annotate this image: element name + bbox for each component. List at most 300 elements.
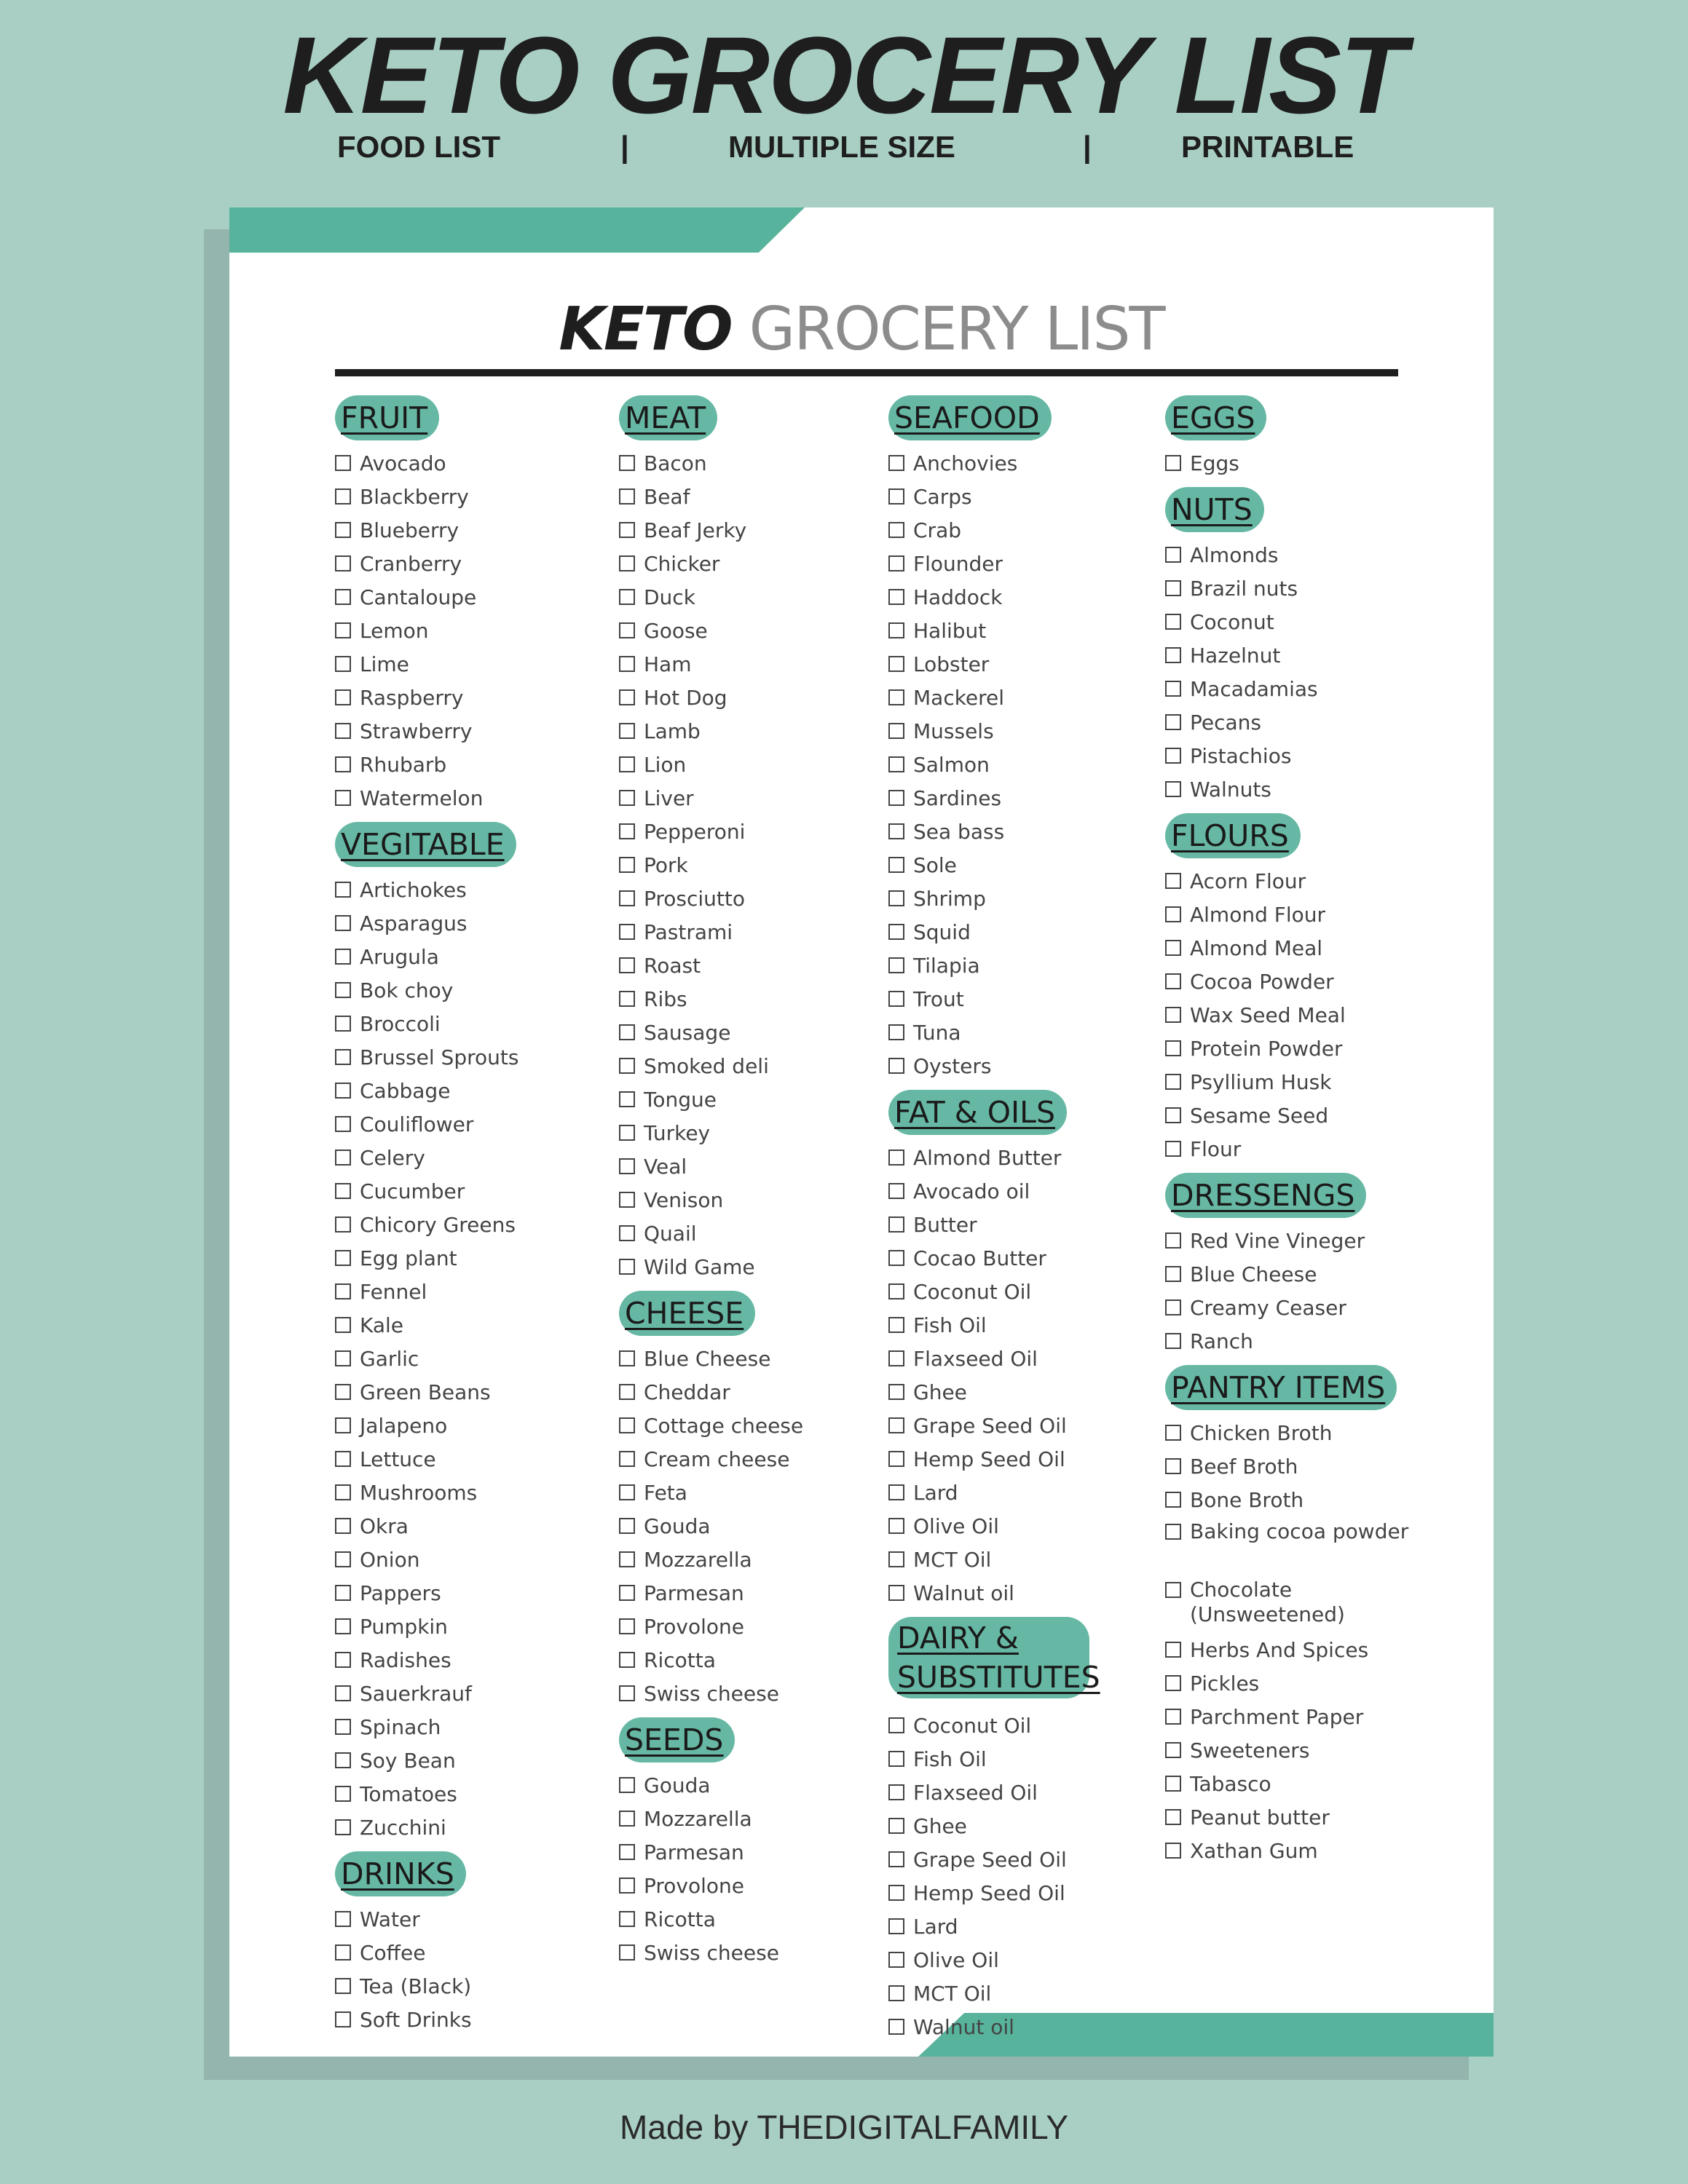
checkbox[interactable] xyxy=(888,1484,904,1500)
checkbox[interactable] xyxy=(335,1719,351,1735)
checkbox[interactable] xyxy=(335,1518,351,1534)
checkbox[interactable] xyxy=(1165,1675,1181,1691)
tag-separator: | xyxy=(1083,130,1092,164)
list-item xyxy=(1165,1483,1442,1516)
checkbox[interactable] xyxy=(888,1784,904,1800)
checkbox[interactable] xyxy=(619,622,635,638)
category-header xyxy=(1165,813,1442,858)
list-item xyxy=(888,681,1165,714)
checkbox[interactable] xyxy=(619,555,635,571)
checkbox[interactable] xyxy=(335,1786,351,1802)
checkbox[interactable] xyxy=(335,689,351,705)
checkbox[interactable] xyxy=(888,1451,904,1467)
item-label: Cottage cheese xyxy=(644,1413,804,1438)
item-label: Trout xyxy=(913,986,964,1011)
category-list xyxy=(1165,538,1442,806)
checkbox[interactable] xyxy=(619,689,635,705)
checkbox[interactable] xyxy=(888,1918,904,1934)
checkbox[interactable] xyxy=(1165,1299,1181,1315)
checkbox[interactable] xyxy=(888,1350,904,1366)
checkbox[interactable] xyxy=(888,1417,904,1433)
checkbox[interactable] xyxy=(888,1585,904,1601)
checkbox[interactable] xyxy=(888,1183,904,1199)
checkbox[interactable] xyxy=(1165,1582,1181,1598)
checkbox[interactable] xyxy=(335,522,351,538)
item-label: Soft Drinks xyxy=(360,2007,472,2032)
checkbox[interactable] xyxy=(335,1317,351,1333)
checkbox[interactable] xyxy=(335,1978,351,1994)
list-item xyxy=(335,1308,612,1342)
checkbox[interactable] xyxy=(335,589,351,605)
list-item xyxy=(335,1777,612,1811)
list-item xyxy=(619,1342,896,1375)
checkbox[interactable] xyxy=(888,2019,904,2035)
checkbox[interactable] xyxy=(888,1952,904,1968)
checkbox[interactable] xyxy=(888,1283,904,1299)
checkbox[interactable] xyxy=(1165,455,1181,471)
checkbox[interactable] xyxy=(1165,1007,1181,1023)
checkbox[interactable] xyxy=(619,1685,635,1701)
item-label: Wild Game xyxy=(644,1254,755,1279)
category-list xyxy=(1165,446,1442,480)
checkbox[interactable] xyxy=(335,756,351,772)
checkbox[interactable] xyxy=(335,790,351,806)
accent-stripe-top xyxy=(229,207,805,253)
checkbox[interactable] xyxy=(335,1652,351,1668)
list-item xyxy=(619,1016,896,1049)
list-item xyxy=(888,1776,1165,1809)
checkbox[interactable] xyxy=(335,1451,351,1467)
list-item xyxy=(1165,1633,1442,1666)
checkbox[interactable] xyxy=(888,823,904,839)
item-label: Pepperoni xyxy=(644,819,746,844)
checkbox[interactable] xyxy=(335,1183,351,1199)
checkbox[interactable] xyxy=(1165,1333,1181,1349)
checkbox[interactable] xyxy=(888,622,904,638)
item-label: Carps xyxy=(913,484,972,509)
checkbox[interactable] xyxy=(619,1944,635,1961)
checkbox[interactable] xyxy=(335,1484,351,1500)
checkbox[interactable] xyxy=(335,488,351,505)
checkbox[interactable] xyxy=(888,1058,904,1074)
list-item xyxy=(335,748,612,781)
list-item xyxy=(335,1610,612,1643)
checkbox[interactable] xyxy=(888,1150,904,1166)
checkbox[interactable] xyxy=(619,1259,635,1275)
column-4 xyxy=(1165,388,1442,1867)
checkbox[interactable] xyxy=(1165,1266,1181,1282)
checkbox[interactable] xyxy=(335,882,351,898)
checkbox[interactable] xyxy=(619,1158,635,1174)
item-label: Sea bass xyxy=(913,819,1005,844)
checkbox[interactable] xyxy=(335,723,351,739)
item-label: Olive Oil xyxy=(913,1514,999,1538)
checkbox[interactable] xyxy=(619,1484,635,1500)
list-item xyxy=(619,1250,896,1283)
checkbox[interactable] xyxy=(888,1717,904,1733)
checkbox[interactable] xyxy=(888,1216,904,1233)
checkbox[interactable] xyxy=(1165,547,1181,563)
list-item xyxy=(1165,1032,1442,1065)
checkbox[interactable] xyxy=(1165,1141,1181,1157)
checkbox[interactable] xyxy=(888,1751,904,1767)
checkbox[interactable] xyxy=(1165,1074,1181,1090)
checkbox[interactable] xyxy=(335,1250,351,1266)
category-list xyxy=(1165,1224,1442,1358)
checkbox[interactable] xyxy=(619,1585,635,1601)
list-item xyxy=(888,1141,1165,1174)
item-label: Kale xyxy=(360,1313,404,1337)
checkbox[interactable] xyxy=(1165,614,1181,630)
list-item xyxy=(619,1902,896,1936)
checkbox[interactable] xyxy=(888,957,904,973)
item-label: Gouda xyxy=(644,1514,711,1538)
checkbox[interactable] xyxy=(335,1417,351,1433)
list-item xyxy=(1165,1324,1442,1358)
checkbox[interactable] xyxy=(619,455,635,471)
checkbox[interactable] xyxy=(888,1851,904,1867)
checkbox[interactable] xyxy=(619,991,635,1007)
item-label: Feta xyxy=(644,1480,687,1505)
checkbox[interactable] xyxy=(888,1384,904,1400)
card-title-rest: GROCERY LIST xyxy=(731,295,1164,364)
list-item xyxy=(1165,864,1442,898)
column-1 xyxy=(335,388,612,2036)
checkbox[interactable] xyxy=(619,723,635,739)
checkbox[interactable] xyxy=(335,622,351,638)
tag-printable: PRINTABLE xyxy=(1181,130,1354,164)
item-label: Spinach xyxy=(360,1714,441,1739)
item-label: Turkey xyxy=(644,1120,711,1145)
checkbox[interactable] xyxy=(335,1911,351,1927)
item-label: Cheddar xyxy=(644,1380,730,1404)
checkbox[interactable] xyxy=(619,1058,635,1074)
list-item xyxy=(888,1241,1165,1275)
checkbox[interactable] xyxy=(619,1911,635,1927)
list-item xyxy=(888,1016,1165,1049)
item-label: Cocao Butter xyxy=(913,1246,1046,1270)
checkbox[interactable] xyxy=(619,1451,635,1467)
checkbox[interactable] xyxy=(335,1585,351,1601)
category-header xyxy=(1165,487,1442,532)
list-item xyxy=(335,1275,612,1308)
checkbox[interactable] xyxy=(335,1283,351,1299)
checkbox[interactable] xyxy=(1165,580,1181,596)
item-label: Flounder xyxy=(913,551,1003,576)
item-label: Strawberry xyxy=(360,719,473,743)
checkbox[interactable] xyxy=(1165,1642,1181,1658)
tag-food-list: FOOD LIST xyxy=(337,130,500,164)
checkbox[interactable] xyxy=(1165,1492,1181,1508)
checkbox[interactable] xyxy=(619,957,635,973)
item-label: Chicker xyxy=(644,551,720,576)
checkbox[interactable] xyxy=(619,1844,635,1860)
list-item xyxy=(619,915,896,949)
list-item xyxy=(335,1476,612,1509)
checkbox[interactable] xyxy=(1165,873,1181,889)
list-item xyxy=(619,1183,896,1216)
item-label: Pistachios xyxy=(1190,743,1292,768)
checkbox[interactable] xyxy=(888,756,904,772)
checkbox[interactable] xyxy=(1165,1742,1181,1758)
checkbox[interactable] xyxy=(888,522,904,538)
list-item xyxy=(888,1476,1165,1509)
item-label: Raspberry xyxy=(360,685,464,710)
item-label: Walnuts xyxy=(1190,777,1271,802)
list-item xyxy=(335,1744,612,1777)
checkbox[interactable] xyxy=(335,555,351,571)
checkbox[interactable] xyxy=(335,982,351,998)
checkbox[interactable] xyxy=(1165,681,1181,697)
item-label: Sesame Seed xyxy=(1190,1103,1329,1128)
list-item xyxy=(619,1802,896,1835)
checkbox[interactable] xyxy=(1165,781,1181,797)
list-item xyxy=(888,949,1165,982)
column-2 xyxy=(619,388,896,1969)
list-item xyxy=(888,1375,1165,1409)
checkbox[interactable] xyxy=(888,857,904,873)
checkbox[interactable] xyxy=(619,1652,635,1668)
checkbox[interactable] xyxy=(888,488,904,505)
checkbox[interactable] xyxy=(888,1551,904,1567)
checkbox[interactable] xyxy=(335,1685,351,1701)
category-header xyxy=(335,395,612,440)
item-label: Parchment Paper xyxy=(1190,1704,1364,1729)
item-label: Parmesan xyxy=(644,1840,744,1864)
checkbox[interactable] xyxy=(619,488,635,505)
checkbox[interactable] xyxy=(619,756,635,772)
checkbox[interactable] xyxy=(335,1049,351,1065)
checkbox[interactable] xyxy=(888,689,904,705)
list-item xyxy=(1165,605,1442,638)
checkbox[interactable] xyxy=(888,455,904,471)
checkbox[interactable] xyxy=(888,1250,904,1266)
category-header xyxy=(335,822,612,867)
list-item xyxy=(1165,1099,1442,1132)
item-label: Hemp Seed Oil xyxy=(913,1880,1065,1905)
title-divider xyxy=(335,369,1398,376)
checkbox[interactable] xyxy=(335,1116,351,1132)
category-header xyxy=(619,1291,896,1336)
checkbox[interactable] xyxy=(619,1878,635,1894)
list-item xyxy=(335,873,612,906)
list-item xyxy=(335,1375,612,1409)
list-item xyxy=(888,547,1165,580)
list-item xyxy=(888,1308,1165,1342)
checkbox[interactable] xyxy=(335,1083,351,1099)
list-item xyxy=(619,1936,896,1969)
checkbox[interactable] xyxy=(335,1618,351,1634)
checkbox[interactable] xyxy=(1165,1107,1181,1123)
item-label: Sole xyxy=(913,852,957,877)
list-item xyxy=(888,614,1165,647)
list-item xyxy=(888,513,1165,547)
list-item xyxy=(335,480,612,513)
item-label: Lamb xyxy=(644,719,701,743)
item-label: Salmon xyxy=(913,752,990,777)
category-label: EGGS xyxy=(1165,395,1266,440)
checkbox[interactable] xyxy=(619,823,635,839)
checkbox[interactable] xyxy=(1165,1425,1181,1441)
item-label: Pecans xyxy=(1190,710,1261,735)
checkbox[interactable] xyxy=(1165,1843,1181,1859)
item-label: MCT Oil xyxy=(913,1981,992,2006)
list-item xyxy=(335,513,612,547)
item-label: Sardines xyxy=(913,786,1002,810)
checkbox[interactable] xyxy=(619,1811,635,1827)
checkbox[interactable] xyxy=(619,1024,635,1040)
checkbox[interactable] xyxy=(335,1752,351,1768)
checkbox[interactable] xyxy=(888,1885,904,1901)
checkbox[interactable] xyxy=(619,1350,635,1366)
checkbox[interactable] xyxy=(335,1350,351,1366)
item-label: Smoked deli xyxy=(644,1053,769,1078)
list-item xyxy=(888,1275,1165,1308)
checkbox[interactable] xyxy=(335,1016,351,1032)
checkbox[interactable] xyxy=(335,455,351,471)
checkbox[interactable] xyxy=(1165,1524,1181,1540)
checkbox[interactable] xyxy=(1165,1458,1181,1474)
checkbox[interactable] xyxy=(888,790,904,806)
checkbox[interactable] xyxy=(1165,1809,1181,1825)
checkbox[interactable] xyxy=(619,924,635,940)
checkbox[interactable] xyxy=(335,656,351,672)
checkbox[interactable] xyxy=(335,1150,351,1166)
list-item xyxy=(619,513,896,547)
list-item xyxy=(619,748,896,781)
checkbox[interactable] xyxy=(619,1125,635,1141)
checkbox[interactable] xyxy=(888,1518,904,1534)
item-label: Pumpkin xyxy=(360,1614,448,1639)
list-item xyxy=(335,681,612,714)
checkbox[interactable] xyxy=(619,1192,635,1208)
list-item xyxy=(1165,1767,1442,1800)
checkbox[interactable] xyxy=(619,1618,635,1634)
category-header xyxy=(1165,1173,1442,1218)
list-item xyxy=(888,1809,1165,1843)
checkbox[interactable] xyxy=(1165,973,1181,989)
list-item xyxy=(888,446,1165,480)
checkbox[interactable] xyxy=(619,890,635,906)
checkbox[interactable] xyxy=(1165,714,1181,730)
checkbox[interactable] xyxy=(335,915,351,931)
checkbox[interactable] xyxy=(1165,647,1181,663)
item-label: Liver xyxy=(644,786,694,810)
checkbox[interactable] xyxy=(335,1216,351,1233)
checkbox[interactable] xyxy=(888,1024,904,1040)
checkbox[interactable] xyxy=(335,1384,351,1400)
list-item xyxy=(1165,446,1442,480)
list-item xyxy=(335,1208,612,1241)
item-label: Hazelnut xyxy=(1190,643,1281,668)
list-item xyxy=(335,1969,612,2003)
item-label: Couliflower xyxy=(360,1112,474,1136)
checkbox[interactable] xyxy=(888,723,904,739)
checkbox[interactable] xyxy=(335,2011,351,2027)
item-label: Almond Flour xyxy=(1190,902,1326,927)
checkbox[interactable] xyxy=(619,589,635,605)
checkbox[interactable] xyxy=(619,1225,635,1241)
checkbox[interactable] xyxy=(619,1518,635,1534)
checkbox[interactable] xyxy=(335,1819,351,1835)
checkbox[interactable] xyxy=(619,1417,635,1433)
list-item xyxy=(335,580,612,614)
checkbox[interactable] xyxy=(1165,1776,1181,1792)
list-item xyxy=(888,1409,1165,1442)
checkbox[interactable] xyxy=(335,1551,351,1567)
checkbox[interactable] xyxy=(619,522,635,538)
list-item xyxy=(619,781,896,815)
list-item xyxy=(619,714,896,748)
checkbox[interactable] xyxy=(1165,940,1181,956)
checkbox[interactable] xyxy=(335,1944,351,1961)
item-label: Grape Seed Oil xyxy=(913,1413,1067,1438)
checkbox[interactable] xyxy=(619,1384,635,1400)
checkbox[interactable] xyxy=(619,1091,635,1107)
checkbox[interactable] xyxy=(619,790,635,806)
list-item xyxy=(888,1742,1165,1776)
checkbox[interactable] xyxy=(888,924,904,940)
checkbox[interactable] xyxy=(1165,748,1181,764)
checkbox[interactable] xyxy=(619,1777,635,1793)
checkbox[interactable] xyxy=(888,589,904,605)
checkbox[interactable] xyxy=(888,1317,904,1333)
list-item xyxy=(888,1843,1165,1876)
checkbox[interactable] xyxy=(1165,1709,1181,1725)
item-label: Oysters xyxy=(913,1053,992,1078)
list-item xyxy=(619,1869,896,1902)
checkbox[interactable] xyxy=(888,1818,904,1834)
category-header xyxy=(1165,1365,1442,1410)
checkbox[interactable] xyxy=(888,555,904,571)
item-label: Arugula xyxy=(360,944,439,969)
checkbox[interactable] xyxy=(1165,1040,1181,1056)
checkbox[interactable] xyxy=(619,1551,635,1567)
checkbox[interactable] xyxy=(888,656,904,672)
list-item xyxy=(619,1576,896,1610)
list-item xyxy=(888,1576,1165,1610)
item-label: Sweeteners xyxy=(1190,1738,1310,1762)
checkbox[interactable] xyxy=(619,857,635,873)
list-item xyxy=(888,580,1165,614)
checkbox[interactable] xyxy=(619,656,635,672)
item-label: Bok choy xyxy=(360,978,454,1002)
list-item xyxy=(1165,998,1442,1032)
item-label: Mozzarella xyxy=(644,1547,752,1572)
checkbox[interactable] xyxy=(888,991,904,1007)
list-item xyxy=(619,681,896,714)
item-label: Xathan Gum xyxy=(1190,1838,1318,1863)
list-item xyxy=(888,1509,1165,1543)
checkbox[interactable] xyxy=(888,890,904,906)
checkbox[interactable] xyxy=(1165,906,1181,922)
item-label: Acorn Flour xyxy=(1190,869,1306,893)
category-header xyxy=(619,1717,896,1762)
list-item xyxy=(888,480,1165,513)
list-item xyxy=(619,1375,896,1409)
list-item xyxy=(1165,931,1442,965)
category-label: CHEESE xyxy=(619,1291,755,1336)
list-item xyxy=(1165,1516,1442,1575)
item-label: Brussel Sprouts xyxy=(360,1045,519,1069)
item-label: Duck xyxy=(644,585,695,609)
item-label: Almonds xyxy=(1190,542,1279,567)
checkbox[interactable] xyxy=(335,949,351,965)
checkbox[interactable] xyxy=(1165,1233,1181,1249)
item-label: Hot Dog xyxy=(644,685,727,710)
checkbox[interactable] xyxy=(888,1985,904,2001)
list-item xyxy=(1165,1224,1442,1257)
